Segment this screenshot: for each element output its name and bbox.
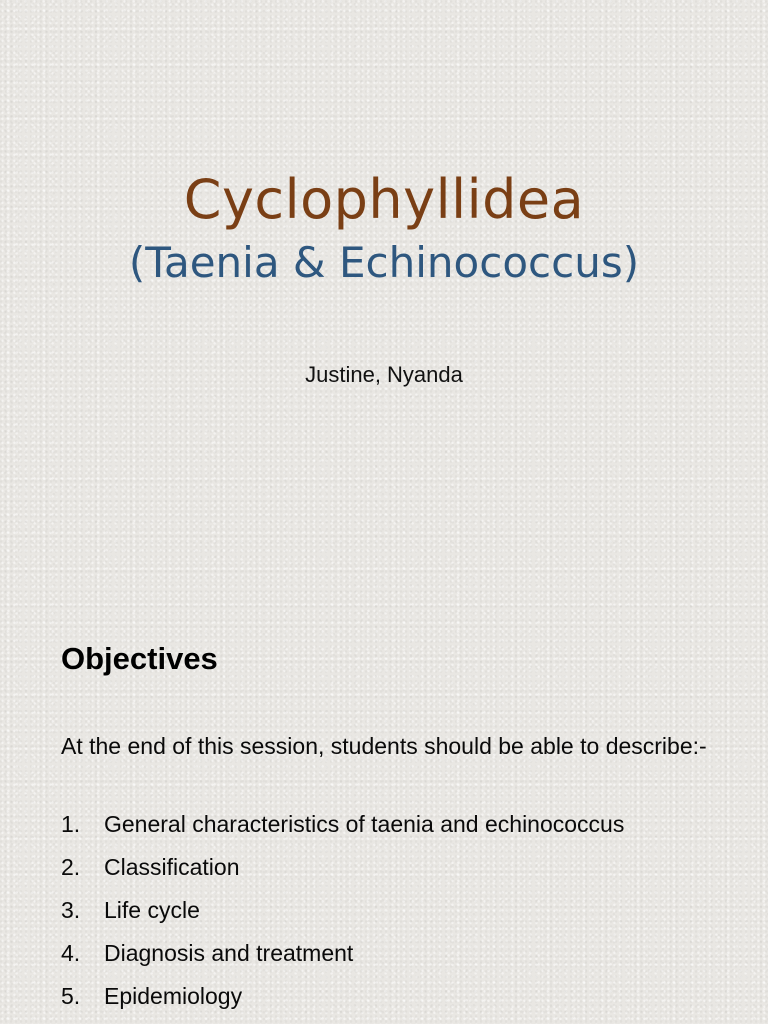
- list-item-text: Classification: [104, 854, 240, 880]
- list-item: [61, 980, 721, 1012]
- list-item-number: 5.: [61, 983, 81, 1009]
- objectives-heading: Objectives: [61, 641, 218, 676]
- list-item-number: 4.: [61, 940, 81, 966]
- objectives-list: [61, 808, 721, 1023]
- list-item: [61, 851, 721, 883]
- list-item-text: Life cycle: [104, 897, 200, 923]
- slide-subtitle: (Taenia & Echinococcus): [128, 238, 640, 287]
- slide-title: Cyclophyllidea: [183, 168, 585, 231]
- list-item-text: Diagnosis and treatment: [104, 940, 354, 966]
- list-item-number: 3.: [61, 897, 81, 923]
- list-item-number: 2.: [61, 854, 81, 880]
- list-item: [61, 937, 721, 969]
- objectives-intro: At the end of this session, students should be able to describe:-: [61, 733, 707, 759]
- list-item: [61, 894, 721, 926]
- author-name: Justine, Nyanda: [305, 362, 463, 387]
- list-item-text: General characteristics of taenia and echinococcus: [104, 811, 625, 837]
- list-item-number: 1.: [61, 811, 81, 837]
- list-item-text: Epidemiology: [104, 983, 243, 1009]
- list-item: [61, 808, 721, 840]
- objectives-slide: [0, 598, 768, 1024]
